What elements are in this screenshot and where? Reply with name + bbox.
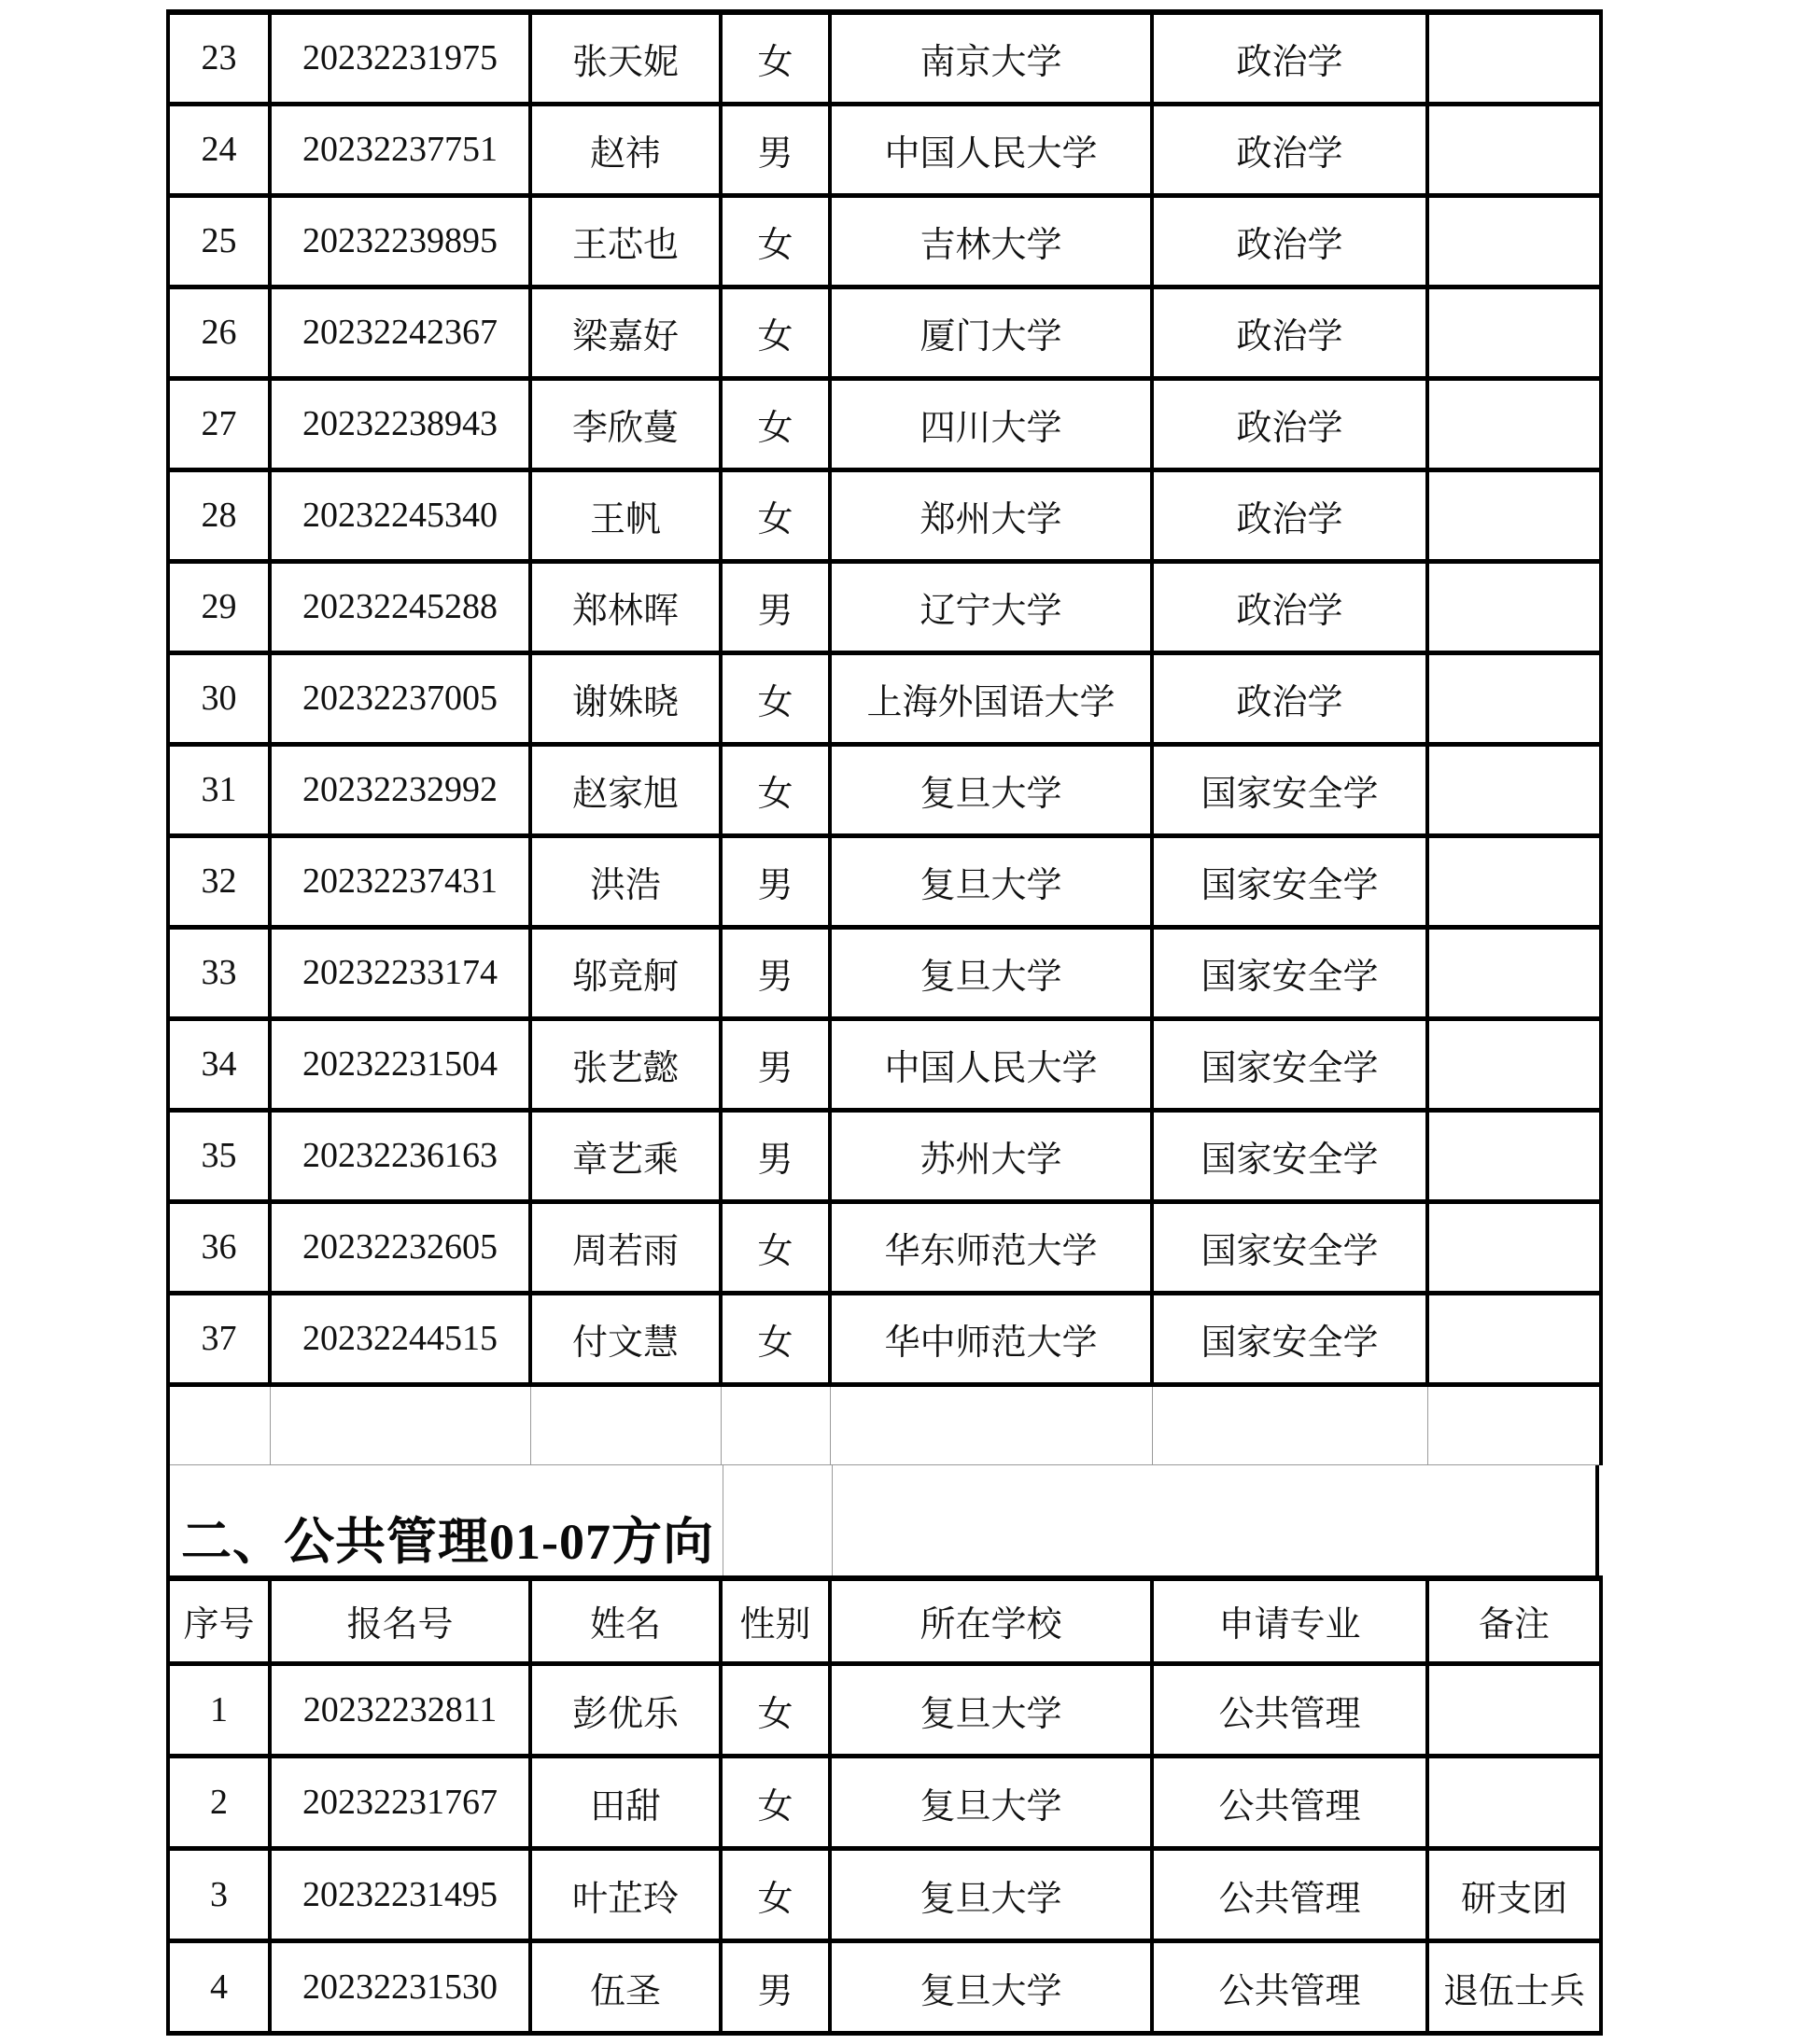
table-cell: 女 xyxy=(721,652,830,744)
table-cell: 20232231530 xyxy=(270,1941,530,2034)
table-cell: 女 xyxy=(721,195,830,287)
table-cell: 20232232811 xyxy=(270,1664,530,1757)
table-cell: 政治学 xyxy=(1152,195,1427,287)
table-cell: 叶芷玲 xyxy=(530,1849,721,1941)
table-cell: 国家安全学 xyxy=(1152,927,1427,1018)
table-cell: 政治学 xyxy=(1152,104,1427,195)
table-cell: 郑州大学 xyxy=(830,469,1152,561)
table-cell: 李欣蔓 xyxy=(530,378,721,469)
table-row xyxy=(168,744,1601,835)
table-cell: 苏州大学 xyxy=(830,1110,1152,1201)
table-cell: 公共管理 xyxy=(1152,1941,1427,2034)
table-cell xyxy=(1427,469,1601,561)
table-cell: 赵祎 xyxy=(530,104,721,195)
table-row xyxy=(168,104,1601,195)
table-cell xyxy=(1427,195,1601,287)
table-cell: 20232231767 xyxy=(270,1757,530,1849)
table-cell: 男 xyxy=(721,1941,830,2034)
header-cell: 序号 xyxy=(168,1578,270,1664)
table-row xyxy=(168,1201,1601,1293)
table-cell: 女 xyxy=(721,1293,830,1384)
table-cell: 33 xyxy=(168,927,270,1018)
header-cell: 申请专业 xyxy=(1152,1578,1427,1664)
empty-cell xyxy=(1427,1384,1601,1464)
table-cell: 政治学 xyxy=(1152,12,1427,104)
table-cell: 彭优乐 xyxy=(530,1664,721,1757)
empty-cell xyxy=(168,1384,270,1464)
table-cell: 31 xyxy=(168,744,270,835)
table-cell: 国家安全学 xyxy=(1152,1293,1427,1384)
table-cell: 复旦大学 xyxy=(830,1849,1152,1941)
table-cell: 复旦大学 xyxy=(830,835,1152,927)
table-row xyxy=(168,287,1601,378)
table-cell: 20232231975 xyxy=(270,12,530,104)
table-cell: 厦门大学 xyxy=(830,287,1152,378)
table-cell: 20232245288 xyxy=(270,561,530,652)
table-cell: 政治学 xyxy=(1152,378,1427,469)
table-cell xyxy=(1427,744,1601,835)
table-cell: 20232232605 xyxy=(270,1201,530,1293)
table-cell: 赵家旭 xyxy=(530,744,721,835)
table-cell: 女 xyxy=(721,378,830,469)
table-row xyxy=(168,12,1601,104)
table-cell: 辽宁大学 xyxy=(830,561,1152,652)
table-cell: 田甜 xyxy=(530,1757,721,1849)
section2-body xyxy=(168,1664,1601,2034)
section1-body xyxy=(168,12,1601,1384)
table-cell: 政治学 xyxy=(1152,652,1427,744)
section1-trailing-empty xyxy=(168,1384,1601,1464)
table-cell: 付文慧 xyxy=(530,1293,721,1384)
table-cell: 女 xyxy=(721,1664,830,1757)
table-cell: 张艺懿 xyxy=(530,1018,721,1110)
header-cell: 性别 xyxy=(721,1578,830,1664)
table-cell xyxy=(1427,652,1601,744)
table-cell: 南京大学 xyxy=(830,12,1152,104)
table-row xyxy=(168,469,1601,561)
table-cell: 中国人民大学 xyxy=(830,1018,1152,1110)
table-cell: 上海外国语大学 xyxy=(830,652,1152,744)
table-cell: 复旦大学 xyxy=(830,1941,1152,2034)
table-cell: 20232238943 xyxy=(270,378,530,469)
table-cell: 男 xyxy=(721,835,830,927)
table-cell: 张天妮 xyxy=(530,12,721,104)
table-cell: 政治学 xyxy=(1152,561,1427,652)
table-cell xyxy=(1427,378,1601,469)
section2-header xyxy=(168,1578,1601,1664)
table-cell: 20232237751 xyxy=(270,104,530,195)
table-cell: 20232236163 xyxy=(270,1110,530,1201)
table-cell: 邬竞舸 xyxy=(530,927,721,1018)
table-cell: 郑林晖 xyxy=(530,561,721,652)
table-cell: 28 xyxy=(168,469,270,561)
table-cell: 4 xyxy=(168,1941,270,2034)
table-cell: 女 xyxy=(721,469,830,561)
table-cell: 20232237431 xyxy=(270,835,530,927)
table-cell: 周若雨 xyxy=(530,1201,721,1293)
table-row xyxy=(168,561,1601,652)
applicant-table-section1 xyxy=(166,9,1603,1465)
table-cell: 20232239895 xyxy=(270,195,530,287)
table-cell: 国家安全学 xyxy=(1152,835,1427,927)
table-cell: 中国人民大学 xyxy=(830,104,1152,195)
empty-row xyxy=(168,1384,1601,1464)
header-cell: 姓名 xyxy=(530,1578,721,1664)
table-row xyxy=(168,835,1601,927)
table-cell: 23 xyxy=(168,12,270,104)
table-cell: 34 xyxy=(168,1018,270,1110)
table-cell: 女 xyxy=(721,12,830,104)
empty-cell xyxy=(270,1384,530,1464)
table-row xyxy=(168,927,1601,1018)
table-cell: 国家安全学 xyxy=(1152,1110,1427,1201)
table-cell: 27 xyxy=(168,378,270,469)
table-cell: 公共管理 xyxy=(1152,1664,1427,1757)
table-cell: 公共管理 xyxy=(1152,1849,1427,1941)
header-cell: 所在学校 xyxy=(830,1578,1152,1664)
table-row xyxy=(168,1293,1601,1384)
table-cell xyxy=(1427,1110,1601,1201)
table-cell: 20232231504 xyxy=(270,1018,530,1110)
table-cell: 复旦大学 xyxy=(830,927,1152,1018)
table-cell xyxy=(1427,927,1601,1018)
table-cell: 20232244515 xyxy=(270,1293,530,1384)
table-cell: 20232231495 xyxy=(270,1849,530,1941)
table-cell: 国家安全学 xyxy=(1152,1201,1427,1293)
table-row xyxy=(168,652,1601,744)
table-cell: 复旦大学 xyxy=(830,744,1152,835)
table-cell: 公共管理 xyxy=(1152,1757,1427,1849)
table-cell: 梁嘉好 xyxy=(530,287,721,378)
table-cell: 王帆 xyxy=(530,469,721,561)
table-cell: 30 xyxy=(168,652,270,744)
table-cell xyxy=(1427,287,1601,378)
table-cell: 政治学 xyxy=(1152,469,1427,561)
table-row xyxy=(168,1664,1601,1757)
header-row xyxy=(168,1578,1601,1664)
table-cell: 36 xyxy=(168,1201,270,1293)
table-cell: 洪浩 xyxy=(530,835,721,927)
table-cell: 国家安全学 xyxy=(1152,1018,1427,1110)
empty-cell xyxy=(721,1384,830,1464)
table-cell: 女 xyxy=(721,1849,830,1941)
table-cell: 男 xyxy=(721,1110,830,1201)
table-cell xyxy=(1427,1757,1601,1849)
table-cell xyxy=(1427,1664,1601,1757)
table-cell: 伍圣 xyxy=(530,1941,721,2034)
table-cell: 研支团 xyxy=(1427,1849,1601,1941)
table-cell: 男 xyxy=(721,561,830,652)
table-cell: 35 xyxy=(168,1110,270,1201)
table-cell: 政治学 xyxy=(1152,287,1427,378)
empty-cell xyxy=(1152,1384,1427,1464)
table-cell: 24 xyxy=(168,104,270,195)
table-row xyxy=(168,195,1601,287)
table-cell: 20232237005 xyxy=(270,652,530,744)
table-cell: 王芯也 xyxy=(530,195,721,287)
empty-cell xyxy=(530,1384,721,1464)
table-row xyxy=(168,1941,1601,2034)
section2-title: 二、公共管理01-07方向 xyxy=(181,1513,714,1570)
table-cell: 复旦大学 xyxy=(830,1757,1152,1849)
table-cell: 20232232992 xyxy=(270,744,530,835)
table-cell: 26 xyxy=(168,287,270,378)
header-cell: 备注 xyxy=(1427,1578,1601,1664)
table-cell: 复旦大学 xyxy=(830,1664,1152,1757)
table-cell: 四川大学 xyxy=(830,378,1152,469)
table-cell: 女 xyxy=(721,1201,830,1293)
table-cell: 2 xyxy=(168,1757,270,1849)
table-cell xyxy=(1427,12,1601,104)
table-area xyxy=(166,9,1599,2036)
table-cell: 国家安全学 xyxy=(1152,744,1427,835)
column-rule xyxy=(832,1465,833,1575)
table-row xyxy=(168,1757,1601,1849)
table-cell xyxy=(1427,835,1601,927)
table-cell xyxy=(1427,1201,1601,1293)
applicant-table-section2 xyxy=(166,1575,1603,2037)
header-cell: 报名号 xyxy=(270,1578,530,1664)
table-cell: 20232242367 xyxy=(270,287,530,378)
section2-title-band xyxy=(166,1465,1599,1575)
table-cell: 25 xyxy=(168,195,270,287)
table-cell: 女 xyxy=(721,744,830,835)
table-cell: 20232245340 xyxy=(270,469,530,561)
table-cell: 男 xyxy=(721,927,830,1018)
table-cell: 20232233174 xyxy=(270,927,530,1018)
table-cell: 谢姝晓 xyxy=(530,652,721,744)
table-cell: 华东师范大学 xyxy=(830,1201,1152,1293)
table-cell: 37 xyxy=(168,1293,270,1384)
table-cell xyxy=(1427,1018,1601,1110)
table-cell: 32 xyxy=(168,835,270,927)
table-cell xyxy=(1427,561,1601,652)
table-cell xyxy=(1427,104,1601,195)
table-cell: 退伍士兵 xyxy=(1427,1941,1601,2034)
table-cell: 章艺乘 xyxy=(530,1110,721,1201)
table-cell: 男 xyxy=(721,1018,830,1110)
table-cell: 华中师范大学 xyxy=(830,1293,1152,1384)
table-cell: 1 xyxy=(168,1664,270,1757)
table-row xyxy=(168,1018,1601,1110)
empty-cell xyxy=(830,1384,1152,1464)
table-cell: 3 xyxy=(168,1849,270,1941)
table-row xyxy=(168,1849,1601,1941)
table-cell: 吉林大学 xyxy=(830,195,1152,287)
table-cell: 29 xyxy=(168,561,270,652)
table-row xyxy=(168,1110,1601,1201)
table-cell: 女 xyxy=(721,1757,830,1849)
table-cell: 女 xyxy=(721,287,830,378)
table-cell: 男 xyxy=(721,104,830,195)
table-cell xyxy=(1427,1293,1601,1384)
table-row xyxy=(168,378,1601,469)
